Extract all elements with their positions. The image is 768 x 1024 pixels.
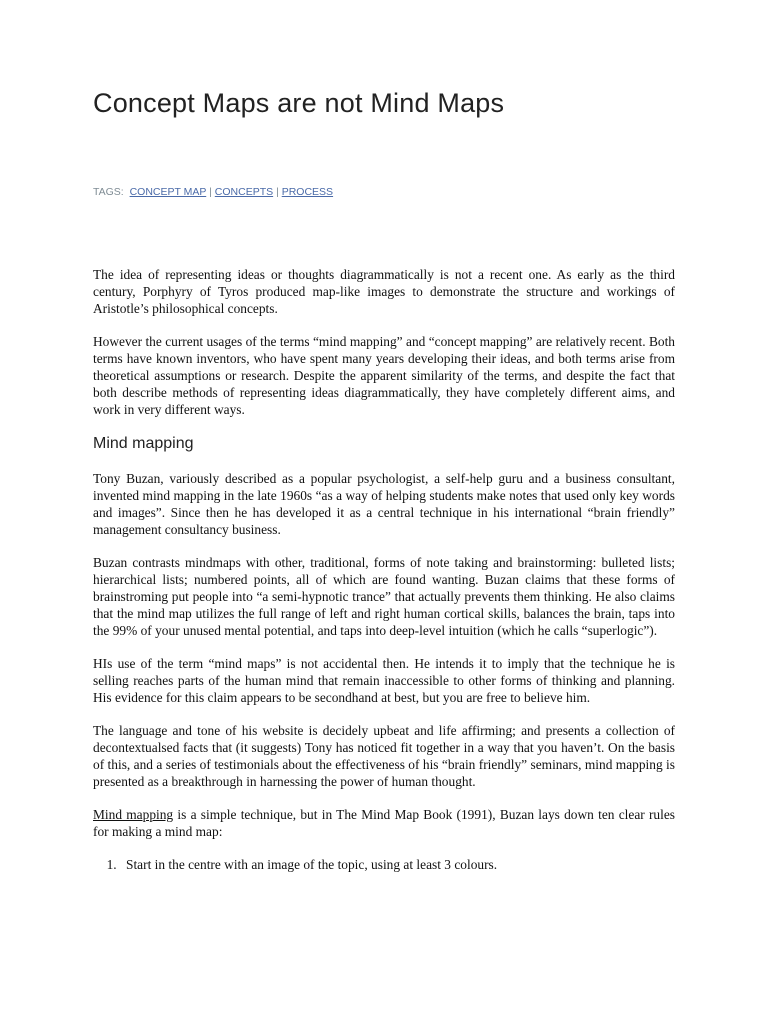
mind-mapping-link[interactable]: Mind mapping <box>93 807 174 822</box>
tag-separator: | <box>209 186 212 198</box>
article-body <box>93 266 675 873</box>
intro-paragraph: The idea of representing ideas or thoughts diagrammatically is not a recent one. As early as the third century, Porphyry of Tyros produced map-like images to demonstrate the structure and workings of Aristotle’s philosophical concepts. <box>93 267 675 316</box>
rules-list-item: 1. Start in the centre with an image of the topic, using at least 3 colours. <box>120 856 675 873</box>
rules-intro-paragraph <box>93 806 675 840</box>
section-heading: Mind mapping <box>93 435 194 452</box>
tags-label: TAGS: <box>93 186 124 198</box>
body-paragraph: HIs use of the term “mind maps” is not accidental then. He intends it to imply that the technique he is selling reaches parts of the human mind that remain inaccessible to other forms of thinking and planning. His evidence for this claim appears to be secondhand at best, but you are free to believe him. <box>93 656 675 705</box>
tags-row <box>93 186 333 198</box>
rules-list <box>93 856 675 873</box>
intro-paragraph: However the current usages of the terms “mind mapping” and “concept mapping” are relatively recent. Both terms have known inventors, who have spent many years developing their ideas, and both terms arise from theoretical assumptions or research. Despite the apparent similarity of the terms, and despite the fact that both describe methods of representing ideas diagrammatically, they have completely different aims, and work in very different ways. <box>93 334 675 417</box>
tag-separator: | <box>276 186 279 198</box>
body-paragraph: Buzan contrasts mindmaps with other, traditional, forms of note taking and brainstorming: bulleted lists; hierarchical lists; numbered points, all of which are found wanting. Buzan claims that these forms of brainstroming put people into “a semi-hypnotic trance” that actually prevents them thinking. He also claims that the mind map utilizes the full range of left and right human cortical skills, balances the brain, taps into the 99% of your unused mental potential, and taps into deep-level intuition (which he calls “superlogic”). <box>93 555 675 638</box>
body-paragraph: The language and tone of his website is decidely upbeat and life affirming; and presents a collection of decontextualsed facts that (it suggests) Tony has noticed fit together in a way that you haven’t. On the basis of this, and a series of testimonials about the effectiveness of his “brain friendly” seminars, mind mapping is presented as a breakthrough in harnessing the power of human thought. <box>93 723 675 789</box>
rules-intro-text: is a simple technique, but in The Mind Map Book (1991), Buzan lays down ten clear rules for making a mind map: <box>93 807 675 839</box>
tag-concepts[interactable]: CONCEPTS <box>214 186 274 198</box>
page-title: Concept Maps are not Mind Maps <box>93 88 505 118</box>
tag-process[interactable]: PROCESS <box>281 186 334 198</box>
tag-concept-map[interactable]: CONCEPT MAP <box>129 186 207 198</box>
body-paragraph: Tony Buzan, variously described as a popular psychologist, a self-help guru and a business consultant, invented mind mapping in the late 1960s “as a way of helping students make notes that used only key words and images”. Since then he has developed it as a central technique in his international “brain friendly” management consultancy business. <box>93 471 675 537</box>
